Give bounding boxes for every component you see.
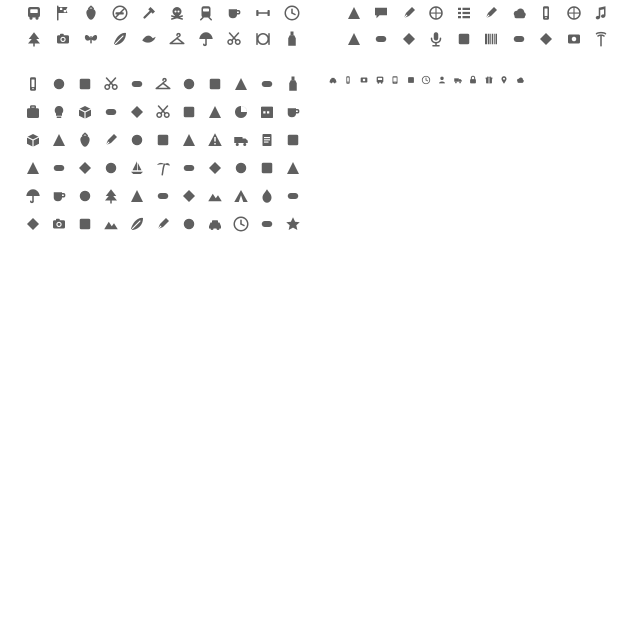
icon-cell (220, 26, 249, 52)
path-route-icon (345, 4, 363, 22)
person-icon (437, 75, 447, 85)
music-note-icon (592, 4, 610, 22)
panel-dense-small-icons (325, 70, 640, 240)
coffee-cup-icon (225, 4, 243, 22)
icon-grid (20, 70, 310, 238)
icon-cell (192, 26, 221, 52)
icon-cell (280, 98, 306, 126)
icon-cell (533, 0, 561, 26)
feather-icon (482, 4, 500, 22)
camera-icon (54, 30, 72, 48)
dress-icon (180, 75, 198, 93)
thimble-icon (102, 103, 120, 121)
flip-flop-icon (128, 187, 146, 205)
icon-cell (228, 154, 254, 182)
box-icon (76, 103, 94, 121)
icon-cell (423, 0, 451, 26)
globe-icon (565, 4, 583, 22)
antenna-icon (592, 30, 610, 48)
icon-cell (254, 154, 280, 182)
icon-cell (277, 0, 306, 26)
tire-icon (24, 159, 42, 177)
icon-cell (77, 26, 106, 52)
buttons-icon (180, 103, 198, 121)
mannequin-icon (232, 75, 250, 93)
icon-cell (202, 210, 228, 238)
sushi-roll-icon (372, 30, 390, 48)
icon-cell (254, 98, 280, 126)
icon-cell (280, 182, 306, 210)
icon-cell (98, 182, 124, 210)
icon-cell (176, 98, 202, 126)
chat-bubble-icon (372, 4, 390, 22)
pine-tree-icon (102, 187, 120, 205)
icon-cell (481, 70, 497, 90)
icon-grid (325, 70, 640, 90)
icon-cell (20, 26, 49, 52)
icon-cell (497, 70, 513, 90)
pen-nib-icon (400, 4, 418, 22)
star-icon (284, 215, 302, 233)
icon-cell (588, 26, 616, 52)
icon-cell (163, 0, 192, 26)
icon-cell (192, 0, 221, 26)
dumbbell-icon (254, 4, 272, 22)
sewing-machine-icon (258, 75, 276, 93)
icon-cell (368, 26, 396, 52)
campfire-icon (258, 187, 276, 205)
brush-icon (102, 131, 120, 149)
pin-cushion-icon (128, 103, 146, 121)
icon-cell (124, 126, 150, 154)
icon-cell (341, 70, 357, 90)
icon-cell (202, 154, 228, 182)
tent-icon (232, 187, 250, 205)
bus-icon (375, 75, 385, 85)
coconut-icon (180, 159, 198, 177)
package-icon (24, 131, 42, 149)
icon-cell (20, 182, 46, 210)
bucket-icon (180, 131, 198, 149)
shirt-icon (206, 75, 224, 93)
icon-cell (72, 98, 98, 126)
skull-crossbones-icon (168, 4, 186, 22)
scissors-icon (225, 30, 243, 48)
book-icon (258, 131, 276, 149)
mobile-phone-icon (24, 75, 42, 93)
gauge-icon (232, 215, 250, 233)
tree-icon (25, 30, 43, 48)
axe-icon (76, 215, 94, 233)
icon-cell (98, 98, 124, 126)
butterfly-icon (82, 30, 100, 48)
icon-cell (163, 26, 192, 52)
icon-cell (228, 70, 254, 98)
car-icon (206, 215, 224, 233)
steering-wheel-icon (50, 131, 68, 149)
pants-icon (128, 75, 146, 93)
icon-cell (72, 70, 98, 98)
clock-icon (283, 4, 301, 22)
icon-cell (450, 0, 478, 26)
icon-cell (150, 182, 176, 210)
icon-cell (450, 70, 466, 90)
icon-cell (560, 0, 588, 26)
icon-cell (202, 98, 228, 126)
bus-icon (25, 4, 43, 22)
icon-cell (372, 70, 388, 90)
icon-cell (505, 26, 533, 52)
icon-cell (124, 154, 150, 182)
icon-cell (72, 182, 98, 210)
ironing-board-icon (206, 103, 224, 121)
icon-cell (46, 126, 72, 154)
icon-cell (20, 0, 49, 26)
icon-cell (395, 26, 423, 52)
icon-cell (150, 210, 176, 238)
warning-triangle-icon (206, 131, 224, 149)
dinner-plate-icon (254, 30, 272, 48)
strawberry-icon (82, 4, 100, 22)
icon-cell (280, 126, 306, 154)
icon-cell (340, 26, 368, 52)
icon-cell (124, 210, 150, 238)
shoe-icon (345, 30, 363, 48)
lamp-icon (50, 103, 68, 121)
compass-icon (427, 4, 445, 22)
icon-cell (249, 26, 278, 52)
icon-cell (202, 126, 228, 154)
truck-icon (232, 131, 250, 149)
hiker-icon (50, 159, 68, 177)
phone-icon (537, 4, 555, 22)
leaf-icon (111, 30, 129, 48)
icon-cell (533, 26, 561, 52)
icon-cell (124, 70, 150, 98)
icon-cell (77, 0, 106, 26)
icon-cell (150, 70, 176, 98)
jacket-icon (50, 75, 68, 93)
icon-cell (49, 0, 78, 26)
icon-cell (228, 126, 254, 154)
icon-cell (46, 210, 72, 238)
cloud-icon (515, 75, 525, 85)
scissors-icon (154, 103, 172, 121)
signpost-icon (76, 187, 94, 205)
camera-icon (50, 215, 68, 233)
icon-cell (72, 210, 98, 238)
map-icon (406, 75, 416, 85)
icon-cell (176, 70, 202, 98)
icon-cell (124, 98, 150, 126)
icon-cell (46, 98, 72, 126)
icon-cell (150, 154, 176, 182)
sailboat-icon (128, 159, 146, 177)
icon-cell (465, 70, 481, 90)
icon-cell (98, 210, 124, 238)
gas-station-icon (232, 159, 250, 177)
icon-cell (280, 154, 306, 182)
sink-icon (510, 30, 528, 48)
icon-cell (98, 126, 124, 154)
icon-cell (434, 70, 450, 90)
sunglasses-icon (76, 159, 94, 177)
icon-cell (325, 70, 341, 90)
icon-cell (176, 126, 202, 154)
icon-cell (134, 0, 163, 26)
icon-cell (72, 154, 98, 182)
bird-icon (140, 30, 158, 48)
icon-cell (150, 126, 176, 154)
icon-cell (202, 70, 228, 98)
map-icon (284, 159, 302, 177)
icon-cell (20, 98, 46, 126)
icon-cell (450, 26, 478, 52)
vinyl-disc-icon (400, 30, 418, 48)
moon-face-icon (537, 30, 555, 48)
icon-cell (368, 0, 396, 26)
icon-cell (106, 0, 135, 26)
tennis-rackets-icon (24, 215, 42, 233)
mountain-icon (206, 187, 224, 205)
beach-chair-icon (206, 159, 224, 177)
icon-cell (49, 26, 78, 52)
bag-icon (24, 103, 42, 121)
icon-grid (340, 0, 620, 52)
broom-icon (154, 131, 172, 149)
icon-cell (20, 126, 46, 154)
pear-icon (76, 131, 94, 149)
cone-icon (258, 159, 276, 177)
icon-cell (277, 26, 306, 52)
icon-cell (419, 70, 435, 90)
radio-icon (565, 30, 583, 48)
sign-icon (154, 187, 172, 205)
cloud-icon (510, 4, 528, 22)
shovel-icon (140, 4, 158, 22)
icon-cell (228, 182, 254, 210)
flag-grid-icon (54, 4, 72, 22)
icon-grid (20, 0, 310, 52)
icon-cell (220, 0, 249, 26)
icon-cell (46, 70, 72, 98)
icon-cell (46, 182, 72, 210)
icon-cell (150, 98, 176, 126)
car-icon (328, 75, 338, 85)
microphone-icon (427, 30, 445, 48)
icon-cell (98, 154, 124, 182)
train-icon (197, 4, 215, 22)
leaf-icon (128, 215, 146, 233)
icon-cell (254, 210, 280, 238)
icon-cell (478, 0, 506, 26)
tablet-icon (390, 75, 400, 85)
icon-cell (20, 70, 46, 98)
surfboard-icon (180, 187, 198, 205)
watering-can-icon (258, 215, 276, 233)
icon-cell (134, 26, 163, 52)
icon-cell (403, 70, 419, 90)
icon-cell (387, 70, 403, 90)
pin-icon (499, 75, 509, 85)
ice-cream-icon (284, 187, 302, 205)
icon-cell (478, 26, 506, 52)
chair-icon (284, 131, 302, 149)
icon-cell (254, 126, 280, 154)
mug-icon (50, 187, 68, 205)
money-icon (359, 75, 369, 85)
guitar-icon (455, 30, 473, 48)
umbrella-icon (197, 30, 215, 48)
icon-cell (254, 70, 280, 98)
wine-bottle-icon (283, 30, 301, 48)
phone-icon (343, 75, 353, 85)
mountain-range-icon (102, 215, 120, 233)
icon-cell (228, 98, 254, 126)
clock-icon (421, 75, 431, 85)
icon-cell (176, 154, 202, 182)
scissors-wide-icon (102, 75, 120, 93)
book-stack-icon (455, 4, 473, 22)
knife-icon (154, 215, 172, 233)
icon-cell (98, 70, 124, 98)
icon-cell (20, 154, 46, 182)
icon-cell (176, 182, 202, 210)
truck-icon (453, 75, 463, 85)
icon-cell (395, 0, 423, 26)
icon-cell (46, 154, 72, 182)
icon-cell (202, 182, 228, 210)
icon-cell (20, 210, 46, 238)
panel-travel-objects (20, 0, 310, 56)
disk-icon (180, 215, 198, 233)
hanger-icon (154, 75, 172, 93)
bottle-icon (284, 75, 302, 93)
panel-assorted-devices (340, 0, 620, 56)
icon-cell (505, 0, 533, 26)
icon-cell (512, 70, 528, 90)
lock-icon (468, 75, 478, 85)
icon-cell (176, 210, 202, 238)
icon-cell (588, 0, 616, 26)
panel-household-objects (20, 70, 310, 240)
icon-cell (280, 70, 306, 98)
icon-cell (356, 70, 372, 90)
hanger-icon (168, 30, 186, 48)
icon-cell (254, 182, 280, 210)
mop-icon (128, 131, 146, 149)
palm-tree-icon (154, 159, 172, 177)
barcode-icon (482, 30, 500, 48)
gift-icon (484, 75, 494, 85)
icon-cell (106, 26, 135, 52)
cup-icon (284, 103, 302, 121)
shirt-icon (76, 75, 94, 93)
calendar-icon (258, 103, 276, 121)
icon-cell (124, 182, 150, 210)
icon-cell (340, 0, 368, 26)
pie-chart-icon (232, 103, 250, 121)
icon-cell (280, 210, 306, 238)
umbrella-icon (24, 187, 42, 205)
icon-cell (560, 26, 588, 52)
icon-cell (72, 126, 98, 154)
icon-cell (249, 0, 278, 26)
icon-cell (423, 26, 451, 52)
icon-cell (228, 210, 254, 238)
no-smoking-icon (111, 4, 129, 22)
cocktail-icon (102, 159, 120, 177)
